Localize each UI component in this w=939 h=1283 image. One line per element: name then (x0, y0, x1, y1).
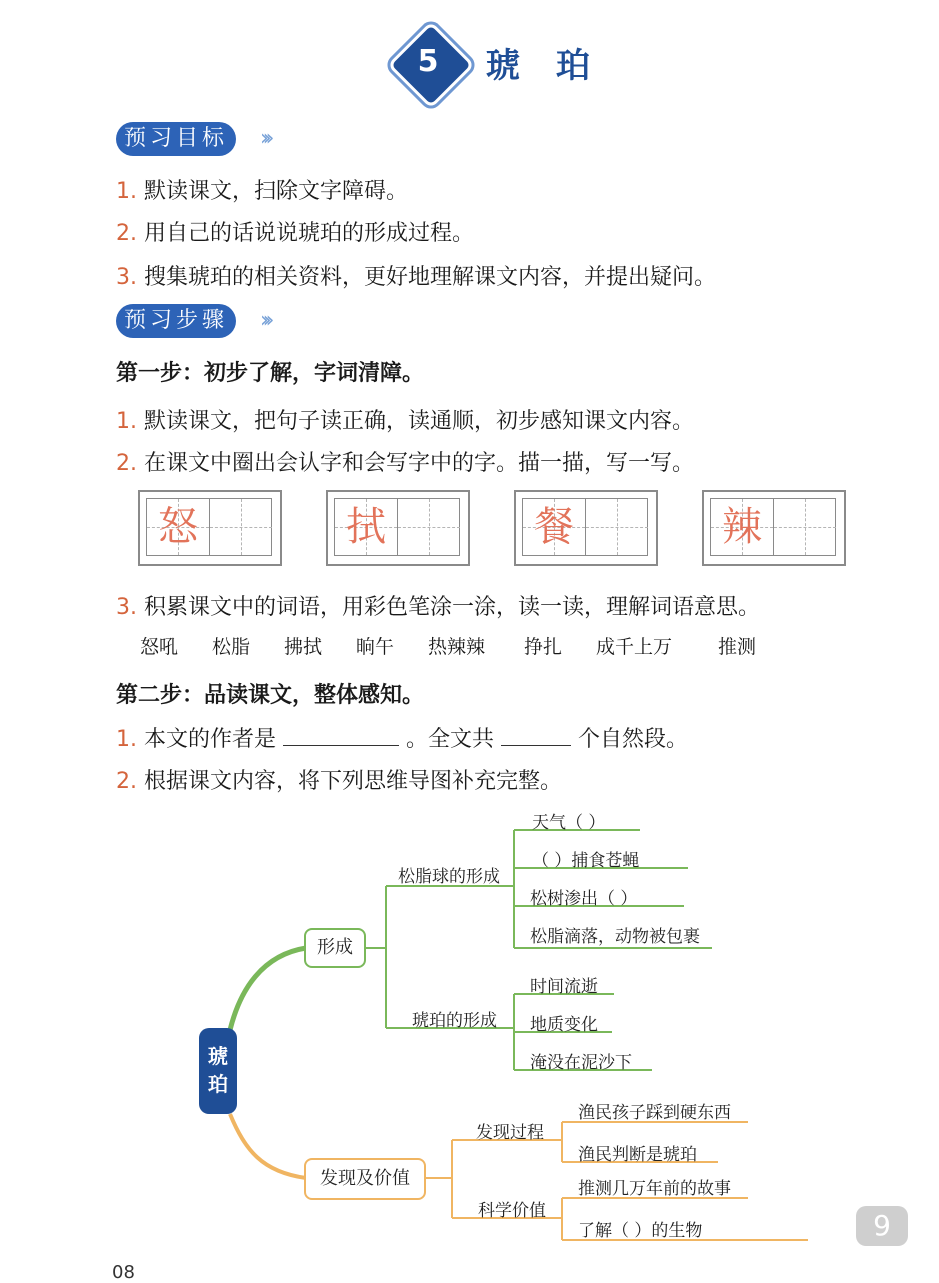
lesson-title: 琥珀 (486, 46, 626, 86)
vocab-word[interactable]: 成千上万 (596, 636, 673, 658)
leaf-fisher-judges: 渔民判断是琥珀 (578, 1145, 697, 1165)
step1-text-3: 积累课文中的词语，用彩色笔涂一涂，读一读，理解词语意思。 (144, 595, 761, 620)
sub-amber-formation: 琥珀的形成 (412, 1011, 497, 1031)
leaf-resin-drops: 松脂滴落，动物被包裹 (530, 927, 700, 947)
goal-num-2: 2. (116, 221, 137, 246)
trace-char-1: 怒 (158, 504, 198, 550)
page-number: 08 (112, 1262, 135, 1283)
sub-discovery-process: 发现过程 (476, 1123, 544, 1143)
page-badge: 9 (856, 1206, 908, 1246)
vocab-word[interactable]: 挣扎 (524, 636, 563, 658)
step1-text-2: 在课文中圈出会认字和会写字中的字。描一描，写一写。 (144, 451, 695, 476)
vocab-word[interactable]: 松脂 (212, 636, 251, 658)
leaf-child-steps: 渔民孩子踩到硬东西 (578, 1103, 731, 1123)
q2-text: 根据课文内容，将下列思维导图补充完整。 (144, 769, 563, 794)
leaf-weather[interactable]: 天气（ ） (532, 813, 606, 833)
step2-num-1: 1. (116, 727, 137, 752)
chevron-right-icon: ››› (260, 308, 269, 333)
leaf-learn-creatures[interactable]: 了解（ ）的生物 (578, 1221, 703, 1241)
step2-title: 第二步：品读课文，整体感知。 (116, 683, 425, 708)
goal-text-2: 用自己的话说说琥珀的形成过程。 (144, 221, 475, 246)
step1-text-1: 默读课文，把句子读正确，读通顺，初步感知课文内容。 (144, 409, 695, 434)
vocab-word[interactable]: 晌午 (356, 636, 395, 658)
step1-num-2: 2. (116, 451, 137, 476)
q1-text-b: 。全文共 (406, 727, 495, 752)
goals-tag-label: 预习目标 (124, 126, 229, 151)
q1-text-a: 本文的作者是 (144, 727, 277, 752)
trace-char-4: 辣 (722, 504, 762, 550)
leaf-infer-story: 推测几万年前的故事 (578, 1179, 731, 1199)
vocab-word[interactable]: 怒吼 (140, 636, 179, 658)
goal-text-1: 默读课文，扫除文字障碍。 (144, 179, 409, 204)
sub-scientific-value: 科学价值 (478, 1201, 546, 1221)
goal-text-3: 搜集琥珀的相关资料，更好地理解课文内容，并提出疑问。 (144, 265, 717, 290)
steps-tag-label: 预习步骤 (124, 308, 229, 333)
trace-char-2: 拭 (346, 504, 386, 550)
leaf-buried-sand: 淹没在泥沙下 (530, 1053, 632, 1073)
vocab-word[interactable]: 推测 (718, 636, 757, 658)
leaf-pine-seeps[interactable]: 松树渗出（ ） (530, 889, 638, 909)
chevron-right-icon: ››› (260, 126, 269, 151)
lesson-number: 5 (417, 44, 439, 79)
sub-resin-ball-formation: 松脂球的形成 (398, 867, 500, 887)
goal-num-1: 1. (116, 179, 137, 204)
q1-text-c: 个自然段。 (578, 727, 689, 752)
mindmap-root: 琥珀 (199, 1028, 237, 1114)
branch-discovery-value: 发现及价值 (304, 1158, 426, 1200)
step1-num-1: 1. (116, 409, 137, 434)
leaf-time-passes: 时间流逝 (530, 977, 598, 997)
vocab-word[interactable]: 热辣辣 (428, 636, 486, 658)
leaf-predator[interactable]: （ ）捕食苍蝇 (532, 851, 640, 871)
leaf-geology-change: 地质变化 (530, 1015, 598, 1035)
step2-num-2: 2. (116, 769, 137, 794)
trace-char-3: 餐 (534, 504, 574, 550)
goal-num-3: 3. (116, 265, 137, 290)
branch-formation: 形成 (304, 928, 366, 968)
vocab-word[interactable]: 拂拭 (284, 636, 323, 658)
step1-title: 第一步：初步了解，字词清障。 (116, 361, 425, 386)
step1-num-3: 3. (116, 595, 137, 620)
